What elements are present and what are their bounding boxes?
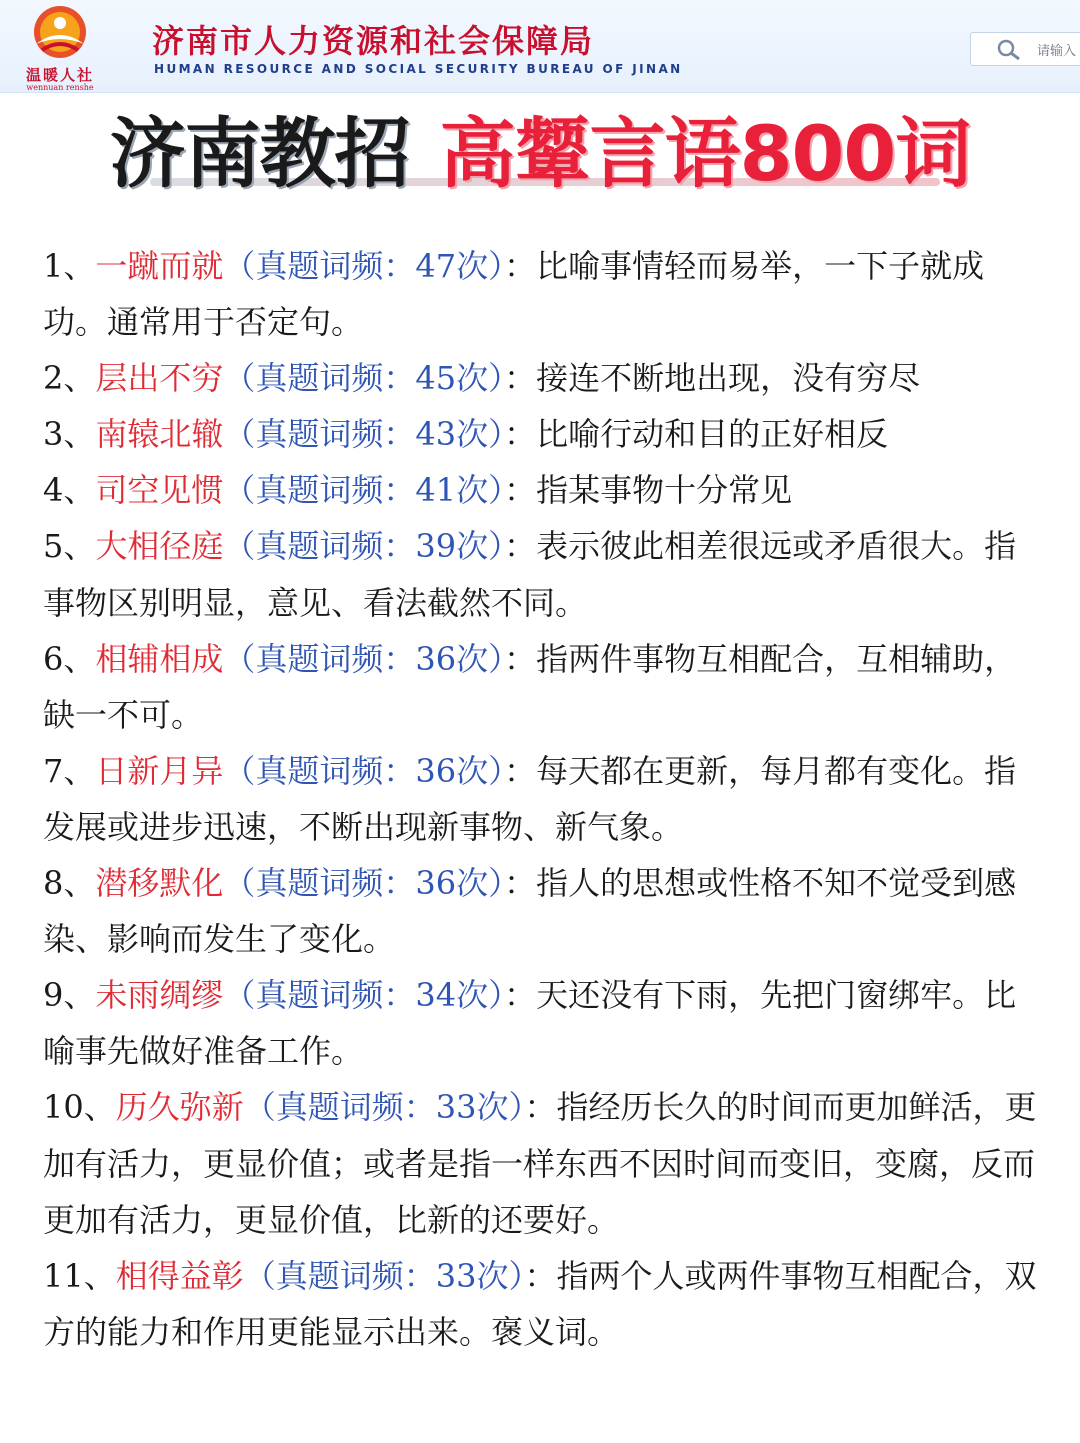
entry-definition: ：指两个人或两件事物互相配合，双方的能力和作用更能显示出来。褒义词。 [43, 1256, 1037, 1351]
list-item [43, 631, 1043, 743]
entry-frequency: （真题词频：41次） [223, 471, 505, 510]
entry-number: 7、 [43, 751, 96, 790]
search-input[interactable] [970, 32, 1080, 66]
title-left: 济南教招 [109, 109, 410, 198]
entry-frequency: （真题词频：36次） [223, 751, 505, 790]
entry-word: 未雨绸缪 [95, 976, 224, 1015]
entry-word: 历久弥新 [115, 1088, 244, 1127]
logo-text-en: wennuan renshe [26, 83, 94, 92]
entry-definition: ：比喻事情轻而易举，一下子就成功。通常用于否定句。 [43, 247, 985, 342]
search-icon[interactable] [995, 39, 1025, 61]
entry-definition: ：指某事物十分常见 [504, 471, 793, 510]
logo-emblem-icon [22, 4, 98, 62]
entry-number: 9、 [43, 976, 96, 1015]
list-item [43, 1079, 1043, 1247]
list-item [43, 518, 1043, 630]
entry-word: 相得益彰 [115, 1256, 244, 1295]
entry-number: 11、 [43, 1256, 116, 1295]
title-right: 高颦言语800词 [439, 109, 971, 198]
list-item [43, 462, 1043, 518]
search-placeholder: 请输入 [1037, 44, 1077, 59]
entry-frequency: （真题词频：39次） [223, 527, 505, 566]
entry-word: 相辅相成 [95, 639, 224, 678]
entry-word: 大相径庭 [95, 527, 224, 566]
list-item [43, 855, 1043, 967]
entry-word: 潜移默化 [95, 864, 224, 903]
entry-definition: ：指人的思想或性格不知不觉受到感染、影响而发生了变化。 [43, 864, 1017, 959]
entry-definition: ：比喻行动和目的正好相反 [504, 415, 889, 454]
entry-frequency: （真题词频：43次） [223, 415, 505, 454]
entry-word: 一蹴而就 [95, 247, 224, 285]
entry-number: 2、 [43, 359, 96, 398]
bureau-logo[interactable] [8, 4, 112, 92]
entry-definition: ：接连不断地出现，没有穷尽 [504, 359, 921, 398]
entry-word: 司空见惯 [95, 471, 224, 510]
entry-word: 层出不穷 [95, 359, 224, 398]
entry-frequency: （真题词频：45次） [223, 359, 505, 398]
entry-number: 6、 [43, 639, 96, 678]
list-item [43, 967, 1043, 1079]
header-banner [0, 0, 1080, 93]
entry-frequency: （真题词频：36次） [223, 639, 505, 678]
list-item [43, 238, 1043, 350]
entry-frequency: （真题词频：33次） [243, 1088, 525, 1127]
entry-frequency: （真题词频：47次） [223, 247, 505, 285]
bureau-name-cn: 济南市人力资源和社会保障局 [152, 22, 595, 60]
entry-number: 8、 [43, 864, 96, 903]
entry-definition: ：天还没有下雨，先把门窗绑牢。比喻事先做好准备工作。 [43, 976, 1017, 1071]
entry-frequency: （真题词频：33次） [243, 1256, 525, 1295]
entry-definition: ：表示彼此相差很远或矛盾很大。指事物区别明显，意见、看法截然不同。 [43, 527, 1017, 622]
list-item [43, 406, 1043, 462]
list-item [43, 1248, 1043, 1360]
entry-number: 4、 [43, 471, 96, 510]
entry-definition: ：每天都在更新，每月都有变化。指发展或进步迅速，不断出现新事物、新气象。 [43, 751, 1017, 846]
bureau-name-en: HUMAN RESOURCE AND SOCIAL SECURITY BUREAU OF JINAN [154, 62, 683, 76]
entry-number: 5、 [43, 527, 96, 566]
entry-number: 3、 [43, 415, 96, 454]
entry-word: 日新月异 [95, 751, 224, 790]
logo-text-cn: 温暖人社 [25, 66, 94, 84]
entry-definition: ：指两件事物互相配合，互相辅助，缺一不可。 [43, 639, 1017, 734]
entry-frequency: （真题词频：36次） [223, 864, 505, 903]
page-title [0, 106, 1080, 202]
list-item [43, 743, 1043, 855]
list-item [43, 350, 1043, 406]
idiom-list [43, 238, 1043, 1360]
entry-frequency: （真题词频：34次） [223, 976, 505, 1015]
entry-number: 10、 [43, 1088, 116, 1127]
entry-number: 1、 [43, 247, 96, 285]
entry-word: 南辕北辙 [95, 415, 224, 454]
entry-definition: ：指经历长久的时间而更加鲜活，更加有活力，更显价值；或者是指一样东西不因时间而变旧，变腐，反而更加有活力，更显价值，比新的还要好。 [43, 1088, 1037, 1239]
